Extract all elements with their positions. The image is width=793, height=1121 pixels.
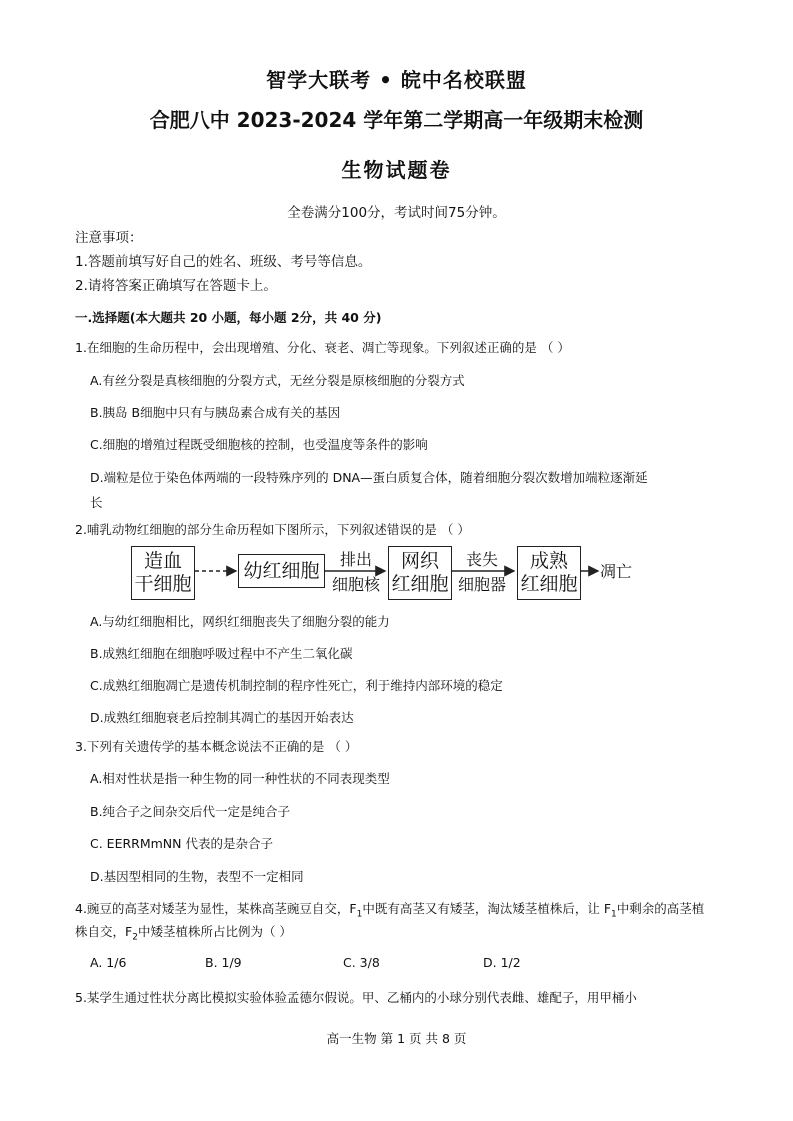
question-1-option-d: D.端粒是位于染色体两端的一段特殊序列的 DNA—蛋白质复合体，随着细胞分裂次数增加端粒逐渐延 [90,470,648,485]
section-title: 一.选择题(本大题共 20 小题，每小题 2分，共 40 分) [75,310,382,325]
question-1-option-d-cont: 长 [90,495,103,510]
note-item: 2.请将答案正确填写在答题卡上。 [75,278,277,294]
question-2-option-b: B.成熟红细胞在细胞呼吸过程中不产生二氧化碳 [90,646,353,661]
diagram-label-nucleus: 细胞核 [331,575,380,594]
diagram-box-mature-rbc: 成熟 红细胞 [517,546,581,600]
question-3-option-b: B.纯合子之间杂交后代一定是纯合子 [90,804,291,819]
subject-title: 生物试题卷 [341,158,452,182]
diagram-label-lose: 丧失 [465,550,498,569]
diagram-label-organelle: 细胞器 [457,575,506,594]
question-1-option-c: C.细胞的增殖过程既受细胞核的控制，也受温度等条件的影响 [90,437,428,452]
question-3-option-c: C. EERRMmNN 代表的是杂合子 [90,836,273,851]
question-2-option-c: C.成熟红细胞凋亡是遗传机制控制的程序性死亡，利于维持内部环境的稳定 [90,678,503,693]
diagram-label-apoptosis: 凋亡 [600,562,633,581]
question-5-stem: 5.某学生通过性状分离比模拟实验体验孟德尔假说。甲、乙桶内的小球分别代表雌、雄配子，用甲桶小 [75,990,637,1005]
question-3-option-d: D.基因型相同的生物，表型不一定相同 [90,869,304,884]
exam-union-title: 智学大联考 • 皖中名校联盟 [266,68,527,92]
question-2-stem: 2.哺乳动物红细胞的部分生命历程如下图所示，下列叙述错误的是 （ ） [75,522,470,537]
question-4-option-b: B. 1/9 [205,955,242,970]
question-1-stem: 1.在细胞的生命历程中，会出现增殖、分化、衰老、凋亡等现象。下列叙述正确的是 （ ） [75,340,570,355]
diagram-box-reticulocyte: 网织 红细胞 [388,546,452,600]
note-item: 1.答题前填写好自己的姓名、班级、考号等信息。 [75,254,372,270]
question-4-stem-line1: 4.豌豆的高茎对矮茎为显性，某株高茎豌豆自交，$F_1$中既有高茎又有矮茎，淘汰矮茎植株后，让 $F_1$中剩余的高茎植 [75,901,705,920]
question-3-stem: 3.下列有关遗传学的基本概念说法不正确的是 （ ） [75,739,358,754]
diagram-label-expel: 排出 [339,550,372,569]
exam-title: 合肥八中 2023-2024 学年第二学期高一年级期末检测 [149,108,644,132]
question-2-option-d: D.成熟红细胞衰老后控制其凋亡的基因开始表达 [90,710,354,725]
question-4-option-d: D. 1/2 [483,955,521,970]
question-1-option-a: A.有丝分裂是真核细胞的分裂方式，无丝分裂是原核细胞的分裂方式 [90,373,465,388]
question-1-option-b: B.胰岛 B细胞中只有与胰岛素合成有关的基因 [90,405,341,420]
diagram-box-stem-cell: 造血 干细胞 [131,546,195,600]
question-4-option-c: C. 3/8 [343,955,380,970]
diagram-box-early-erythroblast: 幼红细胞 [238,554,325,588]
exam-info: 全卷满分100分，考试时间75分钟。 [287,205,506,221]
question-3-option-a: A.相对性状是指一种生物的同一种性状的不同表现类型 [90,771,390,786]
page-footer: 高一生物 第 1 页 共 8 页 [326,1031,467,1046]
notes-title: 注意事项： [75,230,143,246]
question-2-option-a: A.与幼红细胞相比，网织红细胞丧失了细胞分裂的能力 [90,614,390,629]
question-4-option-a: A. 1/6 [90,955,127,970]
question-4-stem-line2: 株自交，$F_2$中矮茎植株所占比例为（ ） [75,924,292,943]
